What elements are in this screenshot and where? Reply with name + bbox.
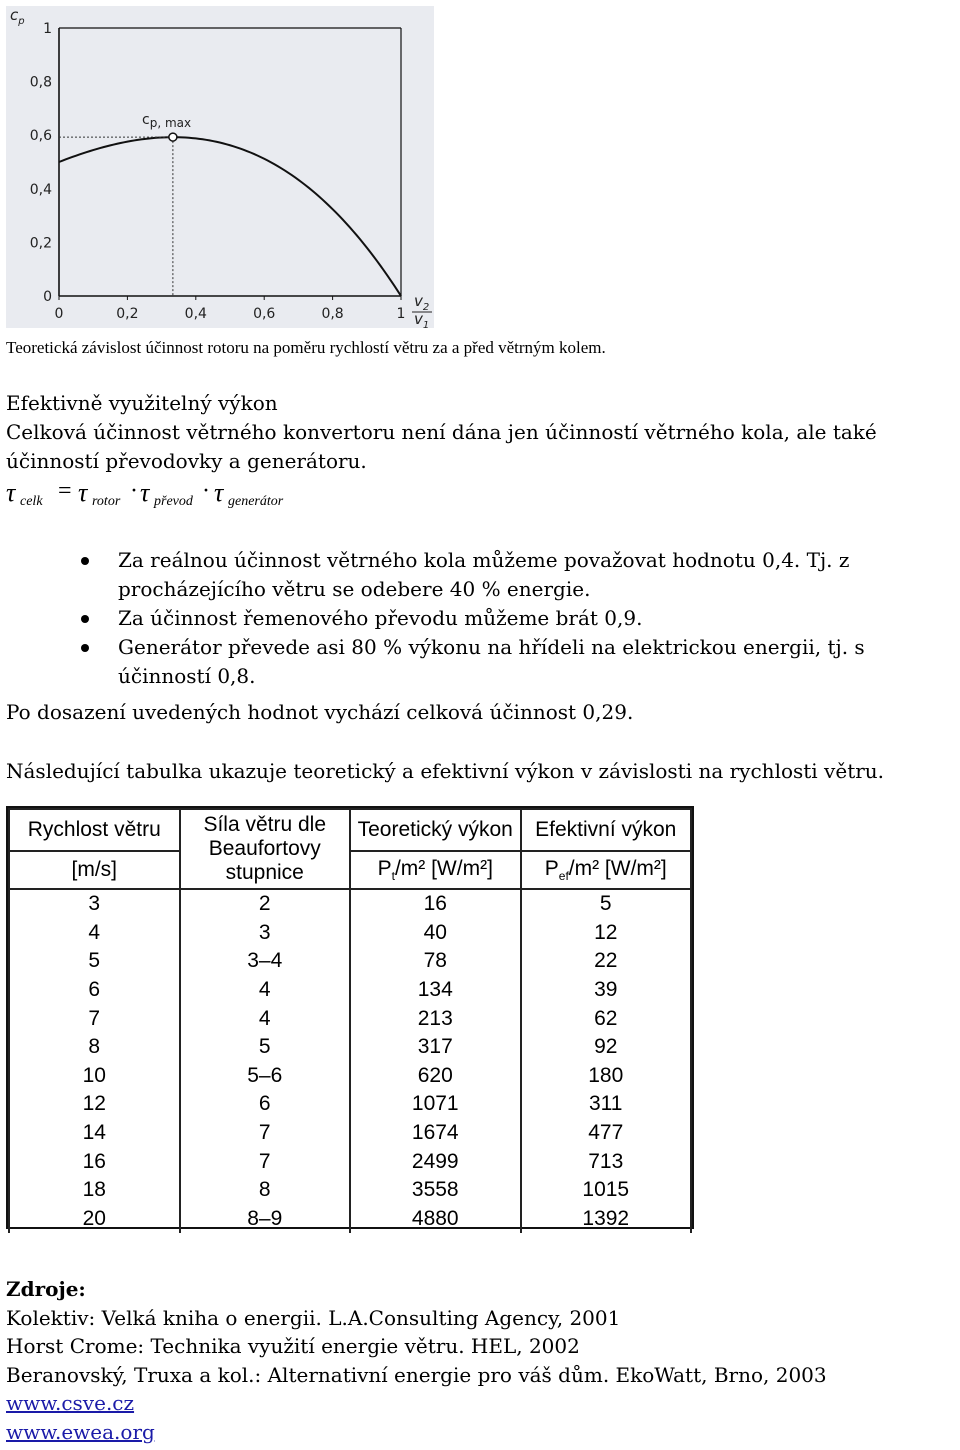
- table-cell: 18: [9, 1176, 180, 1205]
- table-cell: 1392: [521, 1205, 692, 1234]
- table-cell: 4: [180, 976, 351, 1005]
- tau-prevod-subscript: převod: [154, 494, 193, 509]
- x-axis-label-denominator: $v_1$: [414, 310, 430, 328]
- bullet-icon: [81, 557, 89, 565]
- table-row: [9, 1004, 691, 1033]
- x-tick-label: 0,6: [253, 306, 276, 322]
- max-point-marker: [169, 133, 177, 141]
- column-header-effective: Efektivní výkon: [521, 809, 692, 851]
- column-header-beaufort: [180, 809, 351, 889]
- column-header-speed: Rychlost větru: [9, 809, 180, 851]
- table-cell: 7: [180, 1147, 351, 1176]
- table-cell: 5: [180, 1033, 351, 1062]
- table-row: [9, 1205, 691, 1234]
- table-cell: 8: [180, 1176, 351, 1205]
- table-cell: 92: [521, 1033, 692, 1062]
- table-row: [9, 1176, 691, 1205]
- y-tick-label: 0: [43, 289, 52, 305]
- table-row: [9, 976, 691, 1005]
- bullet-icon: [81, 644, 89, 652]
- table-row: [9, 1147, 691, 1176]
- section-paragraph: Celková účinnost větrného konvertoru není dána jen účinností větrného kola, ale také účinností převodovky a generátoru.: [6, 420, 877, 473]
- table-cell: 39: [521, 976, 692, 1005]
- cp-chart-svg: [6, 6, 434, 328]
- table-cell: 4: [9, 919, 180, 948]
- table-cell: 16: [350, 889, 521, 919]
- table-cell: 1015: [521, 1176, 692, 1205]
- table-cell: 180: [521, 1062, 692, 1091]
- column-header-theoretical: Teoretický výkon: [350, 809, 521, 851]
- y-axis-label: $c_p$: [10, 6, 25, 27]
- tau-celk-subscript: celk: [20, 494, 43, 509]
- table-row: [9, 889, 691, 919]
- bullet-icon: [81, 615, 89, 623]
- table-cell: 5–6: [180, 1062, 351, 1091]
- table-cell: 3–4: [180, 947, 351, 976]
- list-item-text: Za účinnost řemenového převodu můžeme brát 0,9.: [118, 606, 643, 630]
- unit-effective: $P_{ef}/m^2$ [W/m²]: [521, 851, 692, 889]
- table-cell: 1674: [350, 1119, 521, 1148]
- table-cell: 40: [350, 919, 521, 948]
- tau-rotor-symbol: τ: [78, 478, 88, 507]
- x-tick-label: 0,4: [184, 306, 207, 322]
- series-curve: [59, 137, 401, 296]
- table-cell: 22: [521, 947, 692, 976]
- wind-power-table: [6, 806, 694, 1229]
- table-row: [9, 1033, 691, 1062]
- table-cell: 2499: [350, 1147, 521, 1176]
- source-item: Kolektiv: Velká kniha o energii. L.A.Consulting Agency, 2001: [6, 1305, 621, 1330]
- table-cell: 8: [9, 1033, 180, 1062]
- beaufort-header-line: Síla větru dle: [203, 813, 327, 836]
- table-row: [9, 947, 691, 976]
- y-tick-label: 0,6: [29, 128, 52, 145]
- list-item-text: Za reálnou účinnost větrného kola můžeme považovat hodnotu 0,4. Tj. z procházejícího větru se odebere 40 % energie.: [118, 548, 850, 601]
- list-item: [0, 604, 960, 633]
- source-item: Beranovský, Truxa a kol.: Alternativní energie pro váš dům. EkoWatt, Brno, 2003: [6, 1362, 827, 1387]
- table-cell: 20: [9, 1205, 180, 1234]
- y-tick-label: 0,4: [29, 181, 52, 198]
- table-cell: 16: [9, 1147, 180, 1176]
- table-cell: 8–9: [180, 1205, 351, 1234]
- table-cell: 78: [350, 947, 521, 976]
- table-cell: 12: [9, 1090, 180, 1119]
- table-cell: 134: [350, 976, 521, 1005]
- tau-generator-symbol: τ: [214, 478, 224, 507]
- y-tick-group: [30, 21, 52, 305]
- table-cell: 4880: [350, 1205, 521, 1234]
- table-cell: 317: [350, 1033, 521, 1062]
- bullet-list: [0, 546, 960, 691]
- tau-rotor-subscript: rotor: [92, 494, 121, 509]
- y-tick-label: 0,2: [29, 235, 52, 252]
- conclusion-text: Po dosazení uvedených hodnot vychází celková účinnost 0,29.: [6, 700, 634, 724]
- y-tick-label: 0,8: [29, 74, 52, 91]
- x-tick-group: [55, 296, 406, 322]
- beaufort-header-line: Beaufortovy: [208, 837, 321, 860]
- x-axis-label-numerator: $v_2$: [414, 292, 430, 313]
- table-cell: 4: [180, 1004, 351, 1033]
- sources-title: Zdroje:: [6, 1277, 86, 1301]
- equals-sign: =: [58, 478, 72, 504]
- tau-celk-symbol: τ: [6, 478, 16, 507]
- multiply-dot-1: ·: [130, 478, 138, 504]
- x-tick-label: 0: [54, 306, 64, 322]
- table-cell: 7: [180, 1119, 351, 1148]
- table-cell: 7: [9, 1004, 180, 1033]
- tau-generator-subscript: generátor: [228, 494, 284, 509]
- beaufort-header-line: stupnice: [225, 861, 304, 884]
- table-cell: 213: [350, 1004, 521, 1033]
- unit-speed: [m/s]: [9, 851, 180, 889]
- chart-caption: Teoretická závislost účinnost rotoru na poměru rychlostí větru za a před větrným kolem.: [6, 338, 606, 357]
- table-cell: 62: [521, 1004, 692, 1033]
- multiply-dot-2: ·: [202, 478, 210, 504]
- tau-prevod-symbol: τ: [140, 478, 150, 507]
- table-cell: 12: [521, 919, 692, 948]
- table-cell: 2: [180, 889, 351, 919]
- table-cell: 6: [180, 1090, 351, 1119]
- unit-theoretical: $P_t/m^2$ [W/m²]: [350, 851, 521, 889]
- x-tick-label: 0,2: [116, 306, 139, 322]
- table-row: [9, 1119, 691, 1148]
- table-cell: 477: [521, 1119, 692, 1148]
- table-row: [9, 919, 691, 948]
- x-tick-label: 0,8: [321, 306, 344, 322]
- section-heading: Efektivně využitelný výkon: [6, 391, 278, 415]
- table-cell: 713: [521, 1147, 692, 1176]
- table-cell: 14: [9, 1119, 180, 1148]
- table-cell: 311: [521, 1090, 692, 1119]
- table-body: [9, 889, 691, 1233]
- sources-section: [6, 1275, 827, 1446]
- table-cell: 3558: [350, 1176, 521, 1205]
- table-cell: 5: [9, 947, 180, 976]
- table-cell: 620: [350, 1062, 521, 1091]
- source-item: Horst Crome: Technika využití energie větru. HEL, 2002: [6, 1334, 580, 1358]
- table-cell: 1071: [350, 1090, 521, 1119]
- table-row: [9, 1062, 691, 1091]
- efficiency-formula: [6, 478, 306, 518]
- table-cell: 10: [9, 1062, 180, 1091]
- source-link-csve[interactable]: www.csve.cz: [6, 1391, 135, 1415]
- table-cell: 3: [9, 889, 180, 919]
- list-item: [0, 546, 960, 604]
- table-cell: 5: [521, 889, 692, 919]
- max-label: cp, max: [142, 112, 192, 130]
- cp-chart: [6, 6, 434, 328]
- x-tick-label: 1: [396, 306, 406, 322]
- table-cell: 3: [180, 919, 351, 948]
- table-intro-text: Následující tabulka ukazuje teoretický a efektivní výkon v závislosti na rychlosti větru.: [6, 759, 885, 783]
- list-item-text: Generátor převede asi 80 % výkonu na hřídeli na elektrickou energii, tj. s účinností 0,8.: [118, 635, 865, 688]
- table-row: [9, 1090, 691, 1119]
- source-link-ewea[interactable]: www.ewea.org: [6, 1419, 155, 1444]
- table-cell: 6: [9, 976, 180, 1005]
- list-item: [0, 633, 960, 691]
- y-tick-label: 1: [43, 21, 52, 37]
